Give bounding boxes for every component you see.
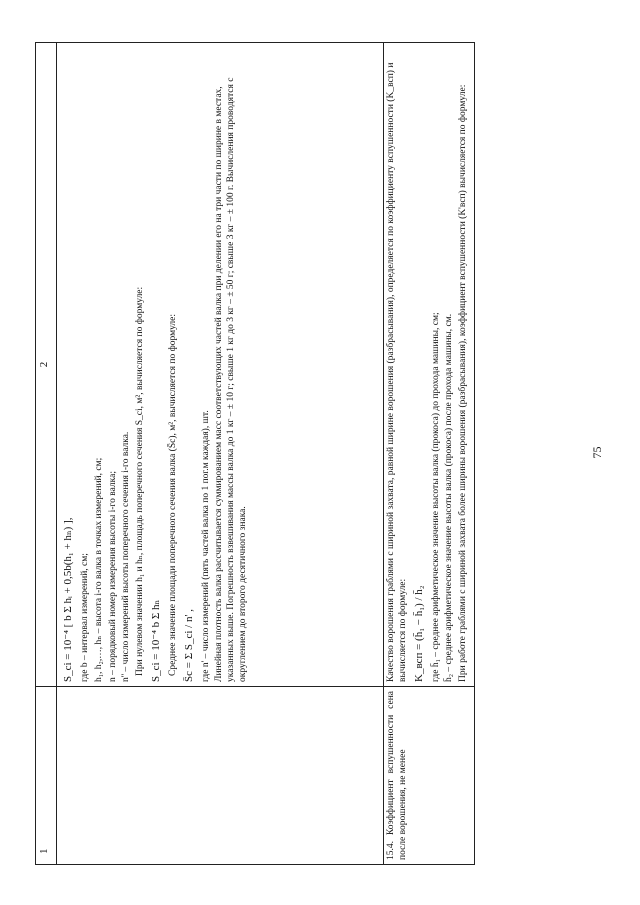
legend-line: где n' – число измерений (пять частей валка по 1 пог.м каждая), шт. [200, 410, 211, 682]
legend-line: n – порядковый номер измерения высоты i-го валка; [107, 471, 118, 682]
legend-line: где b – интервал измерений, см; [79, 553, 90, 682]
table-row [57, 43, 384, 865]
page-number: 75 [590, 446, 604, 459]
paragraph-linear-density: Линейная плотность валка рассчитывается суммированием масс соответствующих частей валка при делении его на три части по ширине в местах, указанных выше. Погрешность взвешивания массы валка до 1 кг – ± 10 г; свыше 1 кг до 3 кг – ± 50 г; свыше 3 кг – ± 100 г. Вычисления проводятся с округлением до второго десятичного знака. [214, 77, 249, 682]
column-header-2: 2 [36, 43, 57, 687]
legend-line: n'' – число измерений высоты поперечного сечения i-го валка. [121, 431, 132, 682]
legend-line: h₁, h₂,…, hₙ – высота i-го валка в точках измерений, см; [93, 457, 104, 682]
table-row [384, 43, 475, 865]
criterion-cell: 15.4. Коэффициент вспушенности сена после ворошения, не менее [384, 687, 475, 865]
legend-line: h̄₂ – среднее арифметическое значение высоты валка (прокоса) после прохода машины, см. [444, 313, 455, 682]
formula-s-mean: S̄c = Σ S_ci / n' , [182, 609, 195, 682]
specification-table [35, 42, 475, 865]
header-row [36, 43, 57, 865]
formula-s-ci: S_ci = 10⁻⁴ [ b Σ hᵢ + 0,5b(h₁ + hₙ) ], [62, 517, 74, 682]
paragraph-quality: Качество ворошения граблями с шириной захвата, равной ширине ворошения (разбрасывания), определяется по коэффициенту вспушенности (K_всп) и вычисляется по формуле: [386, 62, 408, 682]
formula-s-ci-zero: S_ci = 10⁻⁴ b Σ hₙ [150, 599, 163, 682]
paragraph-wide-rake: При работе граблями с шириной захвата более ширины ворошения (разбрасывания), коэффициент вспушенности (K'всп) вычисляется по формуле: [458, 84, 469, 682]
empty-cell [57, 687, 384, 865]
column-header-1: 1 [36, 687, 57, 865]
formula-cell [57, 43, 384, 687]
method-cell [384, 43, 475, 687]
formula-k-vsp: K_всп = (h̄₁ − h̄₁) / h̄₂ [412, 585, 425, 682]
legend-line: При нулевом значении h₁ и hₙ, площадь поперечного сечения S_ci, м², вычисляется по формуле: [135, 286, 146, 676]
legend-line: где h̄₁ – среднее арифметическое значение высоты валка (прокоса) до прохода машины, см; [430, 312, 441, 682]
legend-line: Среднее значение площади поперечного сечения валка (S̄c), м², вычисляется по формуле: [167, 313, 178, 676]
